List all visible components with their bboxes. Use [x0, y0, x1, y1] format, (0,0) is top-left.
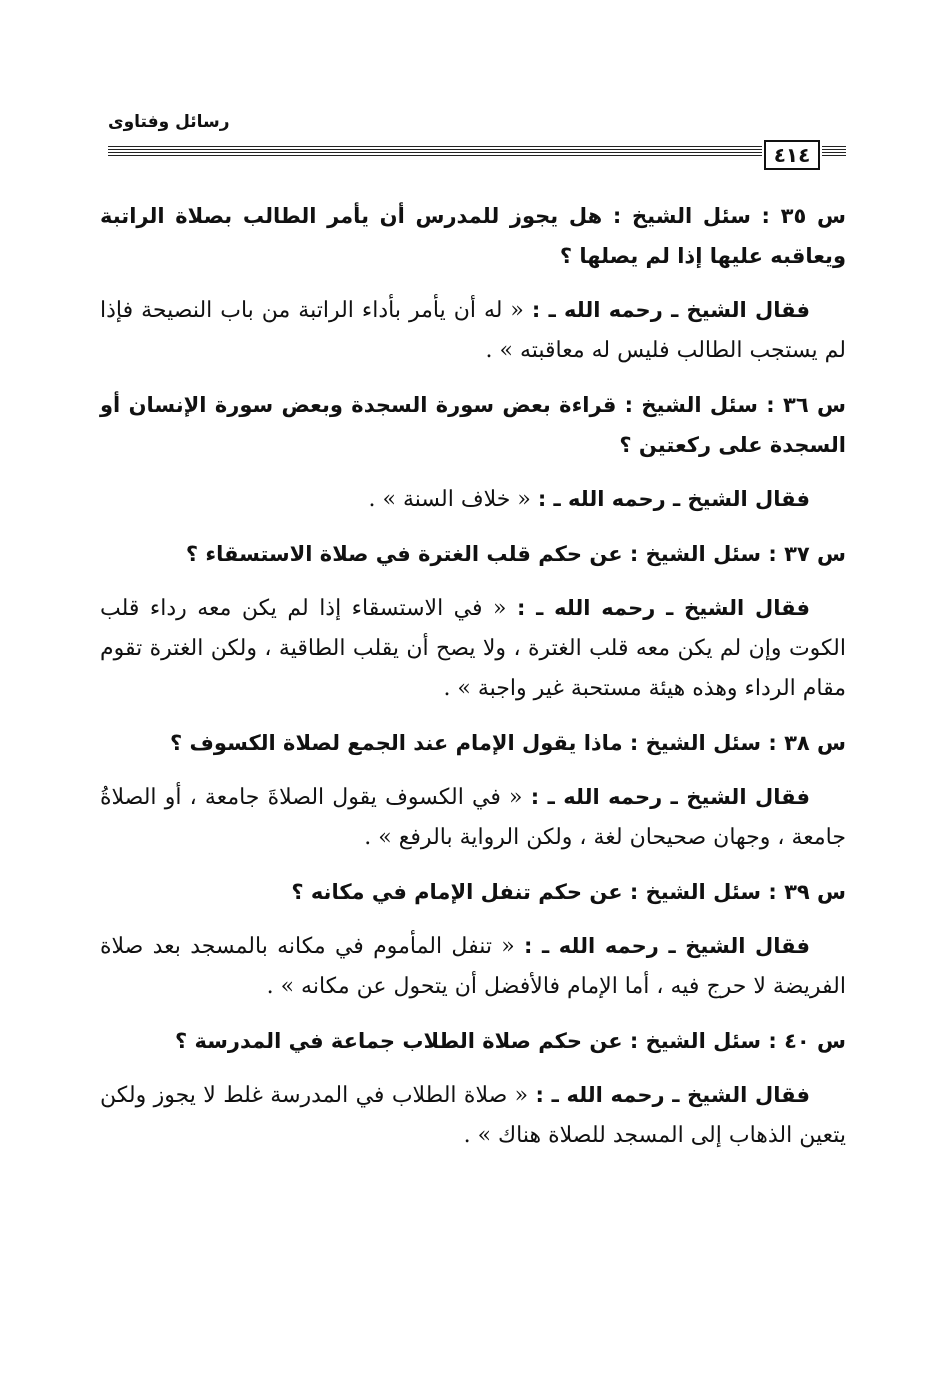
answer-lead: فقال الشيخ ـ رحمه الله ـ :	[524, 934, 810, 958]
question-39: س ٣٩ : سئل الشيخ : عن حكم تنفل الإمام في مكانه ؟	[291, 880, 846, 904]
answer-lead: فقال الشيخ ـ رحمه الله ـ :	[535, 1083, 810, 1107]
question-36: س ٣٦ : سئل الشيخ : قراءة بعض سورة السجدة وبعض سورة الإنسان أو السجدة على ركعتين ؟	[100, 393, 846, 457]
answer-37	[100, 588, 846, 709]
answer-36	[100, 479, 846, 520]
question-37: س ٣٧ : سئل الشيخ : عن حكم قلب الغترة في صلاة الاستسقاء ؟	[185, 542, 846, 566]
answer-lead: فقال الشيخ ـ رحمه الله ـ :	[531, 298, 810, 322]
answer-39	[100, 926, 846, 1007]
answer-text: « صلاة الطلاب في المدرسة غلط لا يجوز ولكن يتعين الذهاب إلى المسجد للصلاة هناك » .	[100, 1083, 846, 1148]
page-number: ٤١٤	[764, 140, 820, 170]
answer-40	[100, 1075, 846, 1156]
answer-38	[100, 777, 846, 858]
answer-text: « تنفل المأموم في مكانه بالمسجد بعد صلاة الفريضة لا حرج فيه ، أما الإمام فالأفضل أن يتحول عن مكانه » .	[100, 934, 846, 999]
answer-lead: فقال الشيخ ـ رحمه الله ـ :	[530, 785, 810, 809]
answer-lead: فقال الشيخ ـ رحمه الله ـ :	[516, 596, 810, 620]
header-rule	[108, 146, 762, 158]
question-40: س ٤٠ : سئل الشيخ : عن حكم صلاة الطلاب جماعة في المدرسة ؟	[175, 1029, 846, 1053]
answer-text: « خلاف السنة » .	[368, 487, 531, 512]
running-header-title: رسائل وفتاوى	[108, 112, 230, 132]
answer-text: « في الاستسقاء إذا لم يكن معه رداء قلب الكوت وإن لم يكن معه قلب الغترة ، ولا يصح أن يقلب الطاقية ، ولكن الغترة تقوم مقام الرداء وهذه هيئة مستحبة غير واجبة » .	[100, 596, 846, 701]
header-rule-end	[822, 146, 846, 158]
question-38: س ٣٨ : سئل الشيخ : ماذا يقول الإمام عند الجمع لصلاة الكسوف ؟	[170, 731, 846, 755]
page-body	[100, 196, 846, 1170]
question-35: س ٣٥ : سئل الشيخ : هل يجوز للمدرس أن يأمر الطالب بصلاة الراتبة ويعاقبه عليها إذا لم يصلها ؟	[100, 204, 846, 268]
answer-35	[100, 290, 846, 371]
answer-text: « في الكسوف يقول الصلاةَ جامعة ، أو الصلاةُ جامعة ، وجهان صحيحان لغة ، ولكن الرواية بالرفع » .	[100, 785, 846, 850]
answer-text: « له أن يأمر بأداء الراتبة من باب النصيحة فإذا لم يستجب الطالب فليس له معاقبته » .	[100, 298, 846, 363]
answer-lead: فقال الشيخ ـ رحمه الله ـ :	[537, 487, 810, 511]
